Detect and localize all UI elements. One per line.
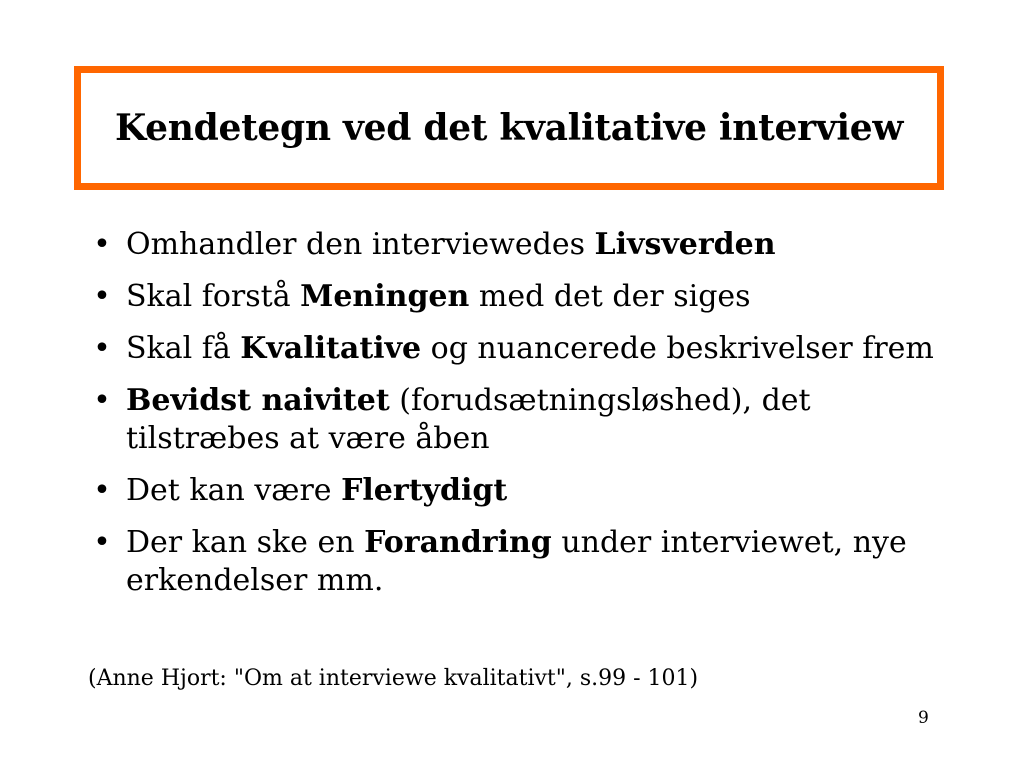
bullet-text-pre: Skal forstå <box>126 279 301 314</box>
bullet-text-pre: Der kan ske en <box>126 525 365 560</box>
bullet-text-bold: Meningen <box>300 279 470 314</box>
bullet-item <box>92 524 952 600</box>
bullet-text-bold: Bevidst naivitet <box>126 383 390 418</box>
bullet-item <box>92 330 952 368</box>
bullet-item <box>92 382 952 458</box>
title-frame <box>74 66 944 190</box>
bullet-icon: • <box>93 279 111 314</box>
bullet-item <box>92 472 952 510</box>
bullet-icon: • <box>93 383 111 418</box>
bullet-text-pre: Det kan være <box>126 473 342 508</box>
bullet-icon: • <box>93 473 111 508</box>
bullet-text-post: (forudsætningsløshed), det tilstræbes at være åben <box>126 383 811 456</box>
page-number: 9 <box>918 708 929 728</box>
bullet-text-bold: Flertydigt <box>341 473 508 508</box>
bullet-text-bold: Forandring <box>364 525 552 560</box>
bullet-text-post: under interviewet, nye erkendelser mm. <box>126 525 907 598</box>
slide-title: Kendetegn ved det kvalitative interview <box>114 107 904 149</box>
source-reference: (Anne Hjort: "Om at interviewe kvalitativt", s.99 - 101) <box>88 666 699 691</box>
bullet-item <box>92 226 952 264</box>
bullet-icon: • <box>93 227 111 262</box>
bullet-text-bold: Kvalitative <box>240 331 422 366</box>
bullet-text-post: med det der siges <box>469 279 751 314</box>
bullet-text-bold: Livsverden <box>594 227 776 262</box>
bullet-item <box>92 278 952 316</box>
bullet-text-pre: Omhandler den interviewedes <box>126 227 595 262</box>
bullet-text-post: og nuancerede beskrivelser frem <box>421 331 934 366</box>
bullet-icon: • <box>93 525 111 560</box>
bullet-icon: • <box>93 331 111 366</box>
bullet-text-pre: Skal få <box>126 331 241 366</box>
bullet-list <box>92 226 952 614</box>
